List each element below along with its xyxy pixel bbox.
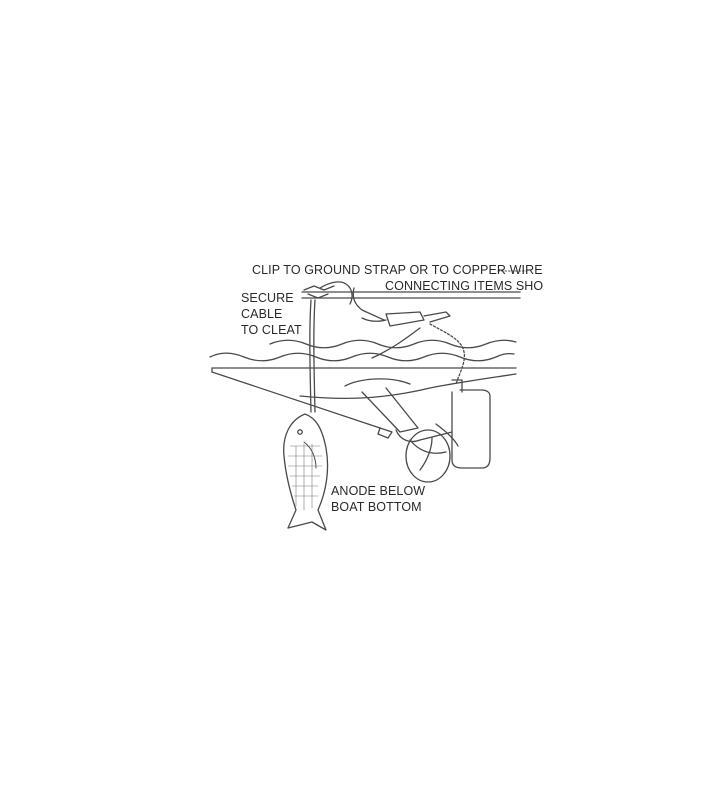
secure-cable-label-line: CABLE	[241, 307, 283, 321]
wire-to-water	[372, 328, 420, 358]
anode-below-label-line: BOAT BOTTOM	[331, 500, 422, 514]
anode-below-label	[331, 483, 425, 515]
anode-below-label-line: ANODE BELOW	[331, 484, 426, 498]
boat-hull	[212, 368, 516, 438]
transom-housing	[452, 380, 490, 468]
water-surface	[210, 353, 514, 361]
fish-anode	[284, 414, 328, 530]
connecting-items-label: CONNECTING ITEMS SHO	[385, 279, 544, 293]
secure-cable-label-line: SECURE	[241, 291, 294, 305]
secure-cable-label-line: TO CLEAT	[241, 323, 302, 337]
clip-instruction-label: CLIP TO GROUND STRAP OR TO COPPER WIRE	[252, 263, 543, 277]
secure-cable-label	[241, 290, 302, 338]
